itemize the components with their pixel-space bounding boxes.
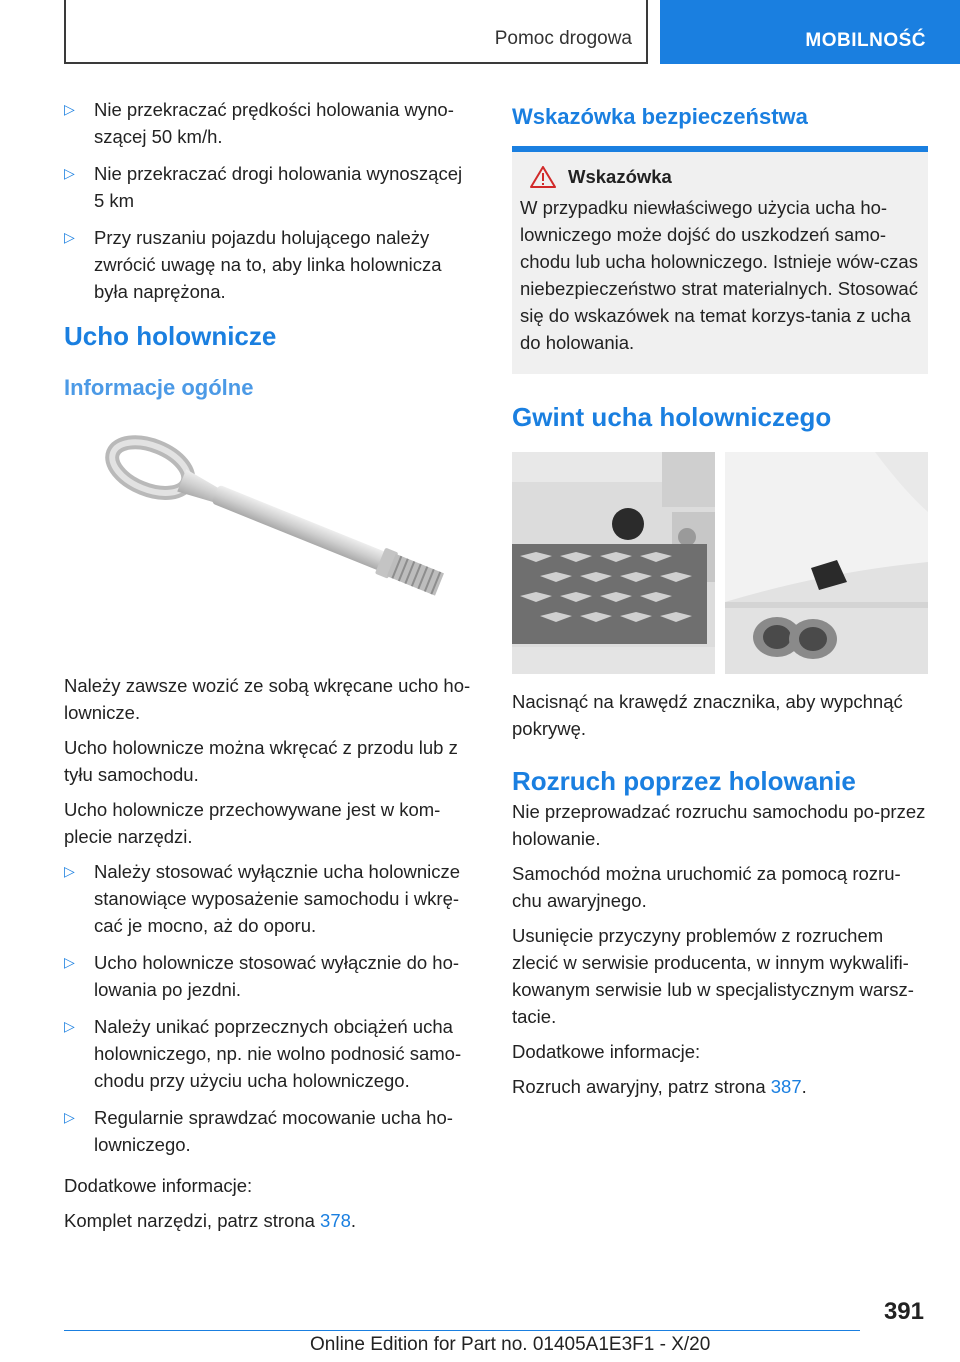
safety-heading: Wskazówka bezpieczeństwa xyxy=(512,104,808,129)
thread-photos xyxy=(512,452,928,674)
triangle-right-icon: ▷ xyxy=(64,101,75,117)
warning-triangle-icon xyxy=(530,166,556,188)
page-header xyxy=(0,0,960,66)
page-reference: Rozruch awaryjny, patrz strona 387. xyxy=(512,1076,807,1097)
left-column xyxy=(64,96,476,1242)
paragraph: Ucho holownicze przechowywane jest w kom-plecie narzędzi. xyxy=(64,799,441,847)
list-item: ▷ Należy stosować wyłącznie ucha holownicze stanowiące wyposażenie samochodu i wkrę-cać je mocno, aż do oporu. xyxy=(64,858,476,939)
tow-hook-illustration xyxy=(64,423,476,653)
tow-hook-rules-list xyxy=(64,858,476,1158)
paragraph: Należy zawsze wozić ze sobą wkręcane ucho ho-lownicze. xyxy=(64,675,471,723)
page-reference: Komplet narzędzi, patrz strona 378. xyxy=(64,1210,357,1231)
footer-edition: Online Edition for Part no. 01405A1E3F1 - X/20 xyxy=(310,1334,711,1355)
triangle-right-icon: ▷ xyxy=(64,1018,75,1034)
footer-rule xyxy=(64,1330,860,1331)
more-info-label: Dodatkowe informacje: xyxy=(512,1041,701,1062)
list-item: ▷ Ucho holownicze stosować wyłącznie do ho-lowania po jezdni. xyxy=(64,949,476,1003)
paragraph: Nie przeprowadzać rozruchu samochodu po-przez holowanie. xyxy=(512,801,926,849)
warning-text: W przypadku niewłaściwego użycia ucha ho-lowniczego może dojść do uszkodzeń samo-chodu lub ucha holowniczego. Istnieje wów-czas niebezpieczeństwo strat materialnych. Stosować się do wskazówek na temat korzys-tania z ucha do holowania. xyxy=(520,197,918,353)
paragraph: Usunięcie przyczyny problemów z rozruchem zlecić w serwisie producenta, w innym wykwalifi-kowanym serwisie lub w specjalistycznym warsz-tacie. xyxy=(512,925,914,1027)
triangle-right-icon: ▷ xyxy=(64,863,75,879)
list-item: ▷ Regularnie sprawdzać mocowanie ucha ho-lowniczego. xyxy=(64,1104,476,1158)
right-column xyxy=(512,96,928,1108)
header-section-title: Pomoc drogowa xyxy=(494,28,632,49)
subheading-general-info: Informacje ogólne xyxy=(64,375,254,400)
rear-bumper-photo xyxy=(725,452,928,674)
list-item: ▷ Nie przekraczać drogi holowania wynoszącej 5 km xyxy=(64,160,476,214)
warning-box xyxy=(512,152,928,374)
header-section-box xyxy=(64,0,648,64)
towing-limits-list xyxy=(64,96,476,305)
paragraph: Ucho holownicze można wkręcać z przodu lub z tyłu samochodu. xyxy=(64,737,458,785)
header-chapter-title: MOBILNOŚĆ xyxy=(805,30,926,51)
section-heading-tow-start: Rozruch poprzez holowanie xyxy=(512,766,856,796)
thread-instruction: Nacisnąć na krawędź znacznika, aby wypchnąć pokrywę. xyxy=(512,691,903,739)
page-link-387[interactable]: 387 xyxy=(770,1076,802,1097)
list-item: ▷ Przy ruszaniu pojazdu holującego należy zwrócić uwagę na to, aby linka holownicza była naprężona. xyxy=(64,224,476,305)
triangle-right-icon: ▷ xyxy=(64,165,75,181)
front-bumper-photo xyxy=(512,452,715,674)
list-item: ▷ Należy unikać poprzecznych obciążeń ucha holowniczego, np. nie wolno podnosić samo-chodu przy użyciu ucha holowniczego. xyxy=(64,1013,476,1094)
triangle-right-icon: ▷ xyxy=(64,1109,75,1125)
section-heading-thread: Gwint ucha holowniczego xyxy=(512,402,832,432)
warning-header xyxy=(520,166,918,188)
warning-label: Wskazówka xyxy=(568,166,672,187)
page-link-378[interactable]: 378 xyxy=(320,1210,351,1231)
header-chapter-tab xyxy=(660,0,960,64)
paragraph: Samochód można uruchomić za pomocą rozru-chu awaryjnego. xyxy=(512,863,901,911)
more-info-label: Dodatkowe informacje: xyxy=(64,1175,253,1196)
triangle-right-icon: ▷ xyxy=(64,229,75,245)
list-item: ▷ Nie przekraczać prędkości holowania wyno-szącej 50 km/h. xyxy=(64,96,476,150)
section-heading-tow-hook: Ucho holownicze xyxy=(64,321,277,351)
triangle-right-icon: ▷ xyxy=(64,954,75,970)
page-number: 391 xyxy=(883,1298,924,1325)
